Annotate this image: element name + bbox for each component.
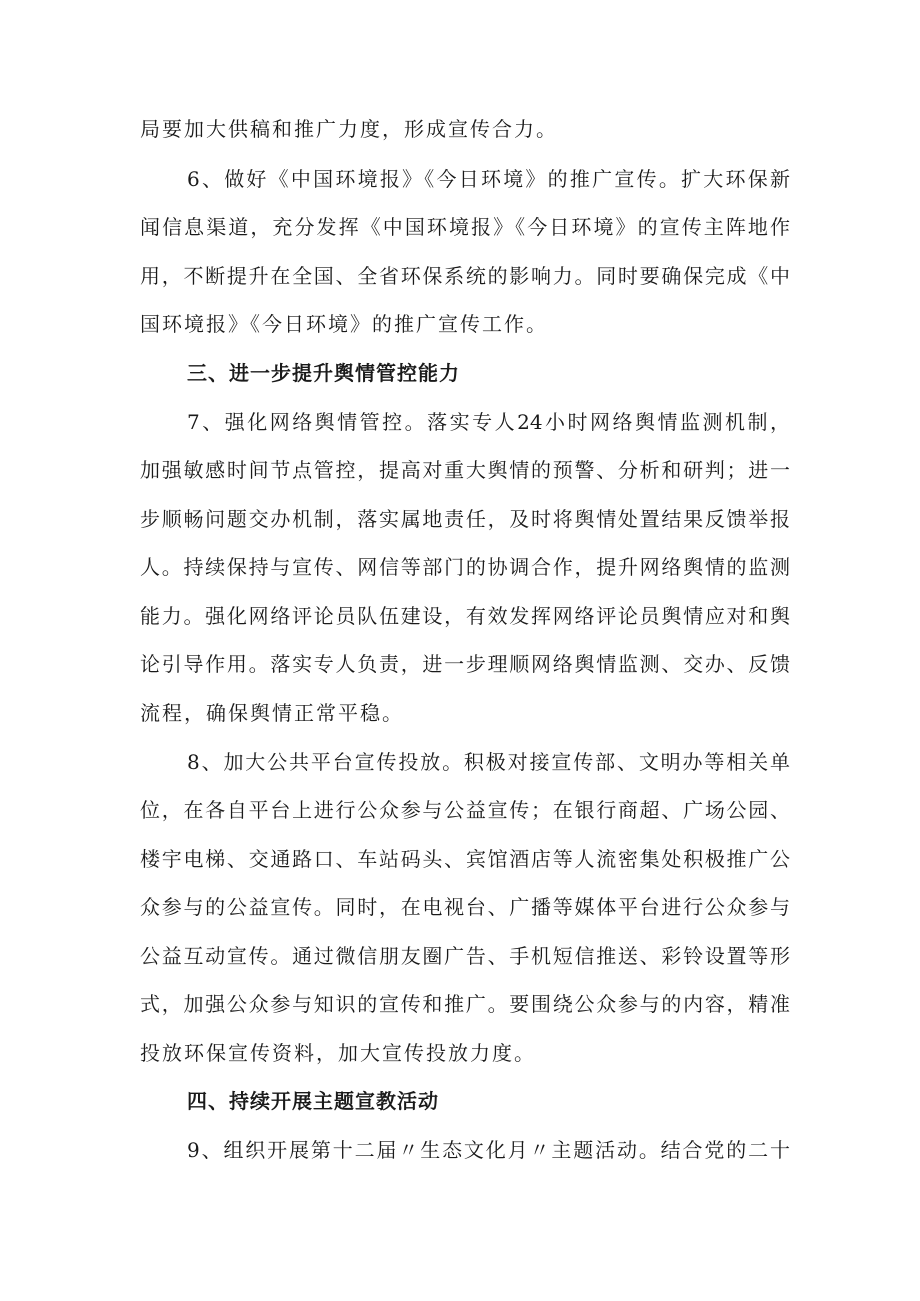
- paragraph-line: 众参与的公益宣传。同时，在电视台、广播等媒体平台进行公众参与: [140, 895, 790, 919]
- paragraph-line: 楼宇电梯、交通路口、车站码头、宾馆酒店等人流密集处积极推广公: [140, 847, 790, 871]
- paragraph-line: 6、做好《中国环境报》《今日环境》的推广宣传。扩大环保新: [187, 167, 790, 191]
- paragraph-line: 9、组织开展第十二届〃生态文化月〃主题活动。结合党的二十: [187, 1138, 790, 1162]
- paragraph-line: 位，在各自平台上进行公众参与公益宣传；在银行商超、广场公园、: [140, 798, 790, 822]
- paragraph-line: 式，加强公众参与知识的宣传和推广。要围绕公众参与的内容，精准: [140, 992, 790, 1016]
- paragraph-line: 能力。强化网络评论员队伍建设，有效发挥网络评论员舆情应对和舆: [140, 604, 790, 628]
- paragraph-line: 局要加大供稿和推广力度，形成宣传合力。: [140, 117, 558, 141]
- section-heading: 四、持续开展主题宣教活动: [187, 1089, 439, 1113]
- section-heading: 三、进一步提升舆情管控能力: [187, 361, 460, 385]
- paragraph-line: 7、强化网络舆情管控。落实专人24小时网络舆情监测机制，: [187, 410, 790, 434]
- paragraph-line: 论引导作用。落实专人负责，进一步理顺网络舆情监测、交办、反馈: [140, 652, 790, 676]
- paragraph-line: 步顺畅问题交办机制，落实属地责任，及时将舆情处置结果反馈举报: [140, 507, 790, 531]
- paragraph-line: 8、加大公共平台宣传投放。积极对接宣传部、文明办等相关单: [187, 750, 790, 774]
- paragraph-line: 流程，确保舆情正常平稳。: [140, 701, 404, 725]
- paragraph-line: 人。持续保持与宣传、网信等部门的协调合作，提升网络舆情的监测: [140, 555, 790, 579]
- paragraph-line: 加强敏感时间节点管控，提高对重大舆情的预警、分析和研判；进一: [140, 458, 790, 482]
- paragraph-line: 用，不断提升在全国、全省环保系统的影响力。同时要确保完成《中: [140, 264, 790, 288]
- paragraph-line: 国环境报》《今日环境》的推广宣传工作。: [140, 312, 548, 336]
- paragraph-line: 投放环保宣传资料，加大宣传投放力度。: [140, 1041, 536, 1065]
- paragraph-line: 公益互动宣传。通过微信朋友圈广告、手机短信推送、彩铃设置等形: [140, 944, 790, 968]
- paragraph-line: 闻信息渠道，充分发挥《中国环境报》《今日环境》的宣传主阵地作: [140, 215, 790, 239]
